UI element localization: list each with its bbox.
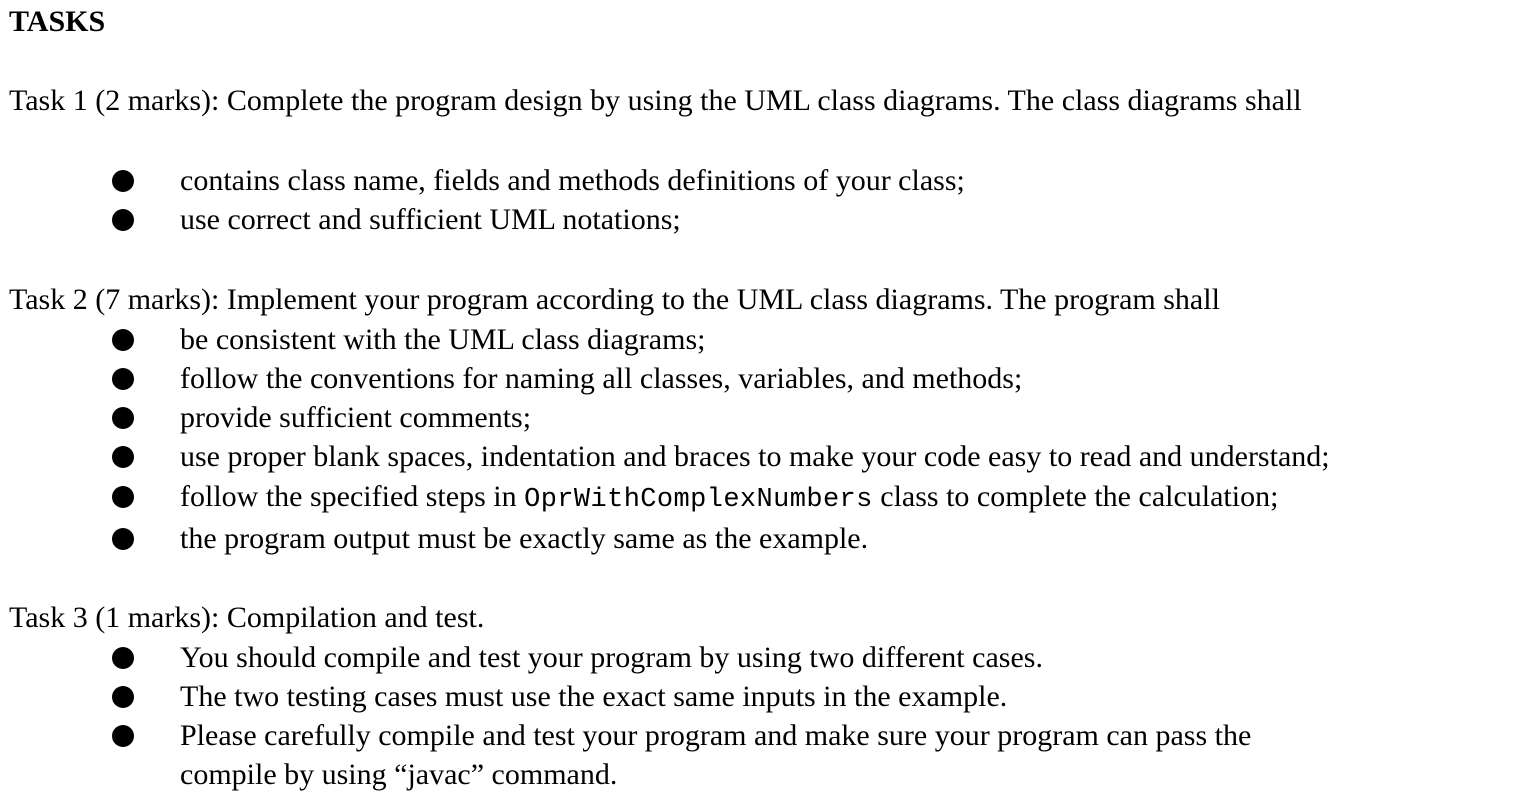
bullet-icon xyxy=(112,725,134,747)
bullet-icon xyxy=(112,209,134,231)
task-2-item-6: the program output must be exactly same as the example. xyxy=(180,522,869,555)
bullet-icon xyxy=(112,368,134,390)
task-3-item-1: You should compile and test your program by using two different cases. xyxy=(180,641,1043,674)
task-2-item-4: use proper blank spaces, indentation and braces to make your code easy to read and understand; xyxy=(180,440,1330,473)
class-name-code: OprWithComplexNumbers xyxy=(524,485,873,515)
item-text-before: follow the specified steps in xyxy=(180,480,525,513)
task-3-item-3: Please carefully compile and test your program and make sure your program can pass the xyxy=(180,719,1252,752)
bullet-icon xyxy=(112,170,134,192)
task-1-item-2: use correct and sufficient UML notations; xyxy=(180,203,681,236)
task-2-item-3: provide sufficient comments; xyxy=(180,401,532,434)
bullet-icon xyxy=(112,329,134,351)
task-1-intro: Task 1 (2 marks): Complete the program design by using the UML class diagrams. The class diagrams shall xyxy=(9,84,1302,117)
bullet-icon xyxy=(112,686,134,708)
bullet-icon xyxy=(112,407,134,429)
bullet-icon xyxy=(112,528,134,550)
task-3-intro: Task 3 (1 marks): Compilation and test. xyxy=(9,601,485,634)
task-3-item-3-continued: compile by using “javac” command. xyxy=(180,758,618,791)
task-2-item-2: follow the conventions for naming all classes, variables, and methods; xyxy=(180,362,1023,395)
item-text-after: class to complete the calculation; xyxy=(872,480,1279,513)
task-1-item-1: contains class name, fields and methods definitions of your class; xyxy=(180,164,965,197)
page-heading: TASKS xyxy=(9,5,106,38)
task-2-item-5 xyxy=(180,479,1278,518)
bullet-icon xyxy=(112,647,134,669)
task-3-item-2: The two testing cases must use the exact same inputs in the example. xyxy=(180,680,1008,713)
bullet-icon xyxy=(112,486,134,508)
task-2-item-1: be consistent with the UML class diagrams; xyxy=(180,323,706,356)
task-2-intro: Task 2 (7 marks): Implement your program according to the UML class diagrams. The program shall xyxy=(9,283,1220,316)
bullet-icon xyxy=(112,446,134,468)
